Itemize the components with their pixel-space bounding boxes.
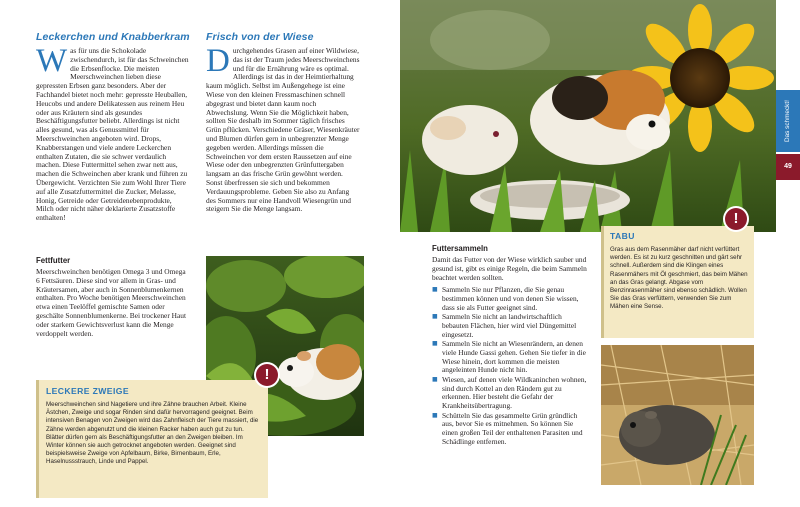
bullet-icon: ■	[432, 375, 438, 383]
body-fettfutter: Meerschweinchen benötigen Omega 3 und Omega 6 Fettsäuren. Diese sind vor allem in Gras- und Kräutersamen, aber auch in Sonnenblumenkernen enthalten. Pro Woche benötigen Meerschweinchen etwa einen Teelöffel gemischte Samen oder geschälte Sonnenblumenkerne. Bei trockener Haut oder starkem Gewichtsverlust kann die Menge verdoppelt werden.	[36, 267, 187, 338]
guinea-pig-hay-image	[601, 345, 754, 485]
body-frisch: urchgehendes Grasen auf einer Wildwiese, das ist der Traum jedes Meerschweinchens und für die Ernährung wäre es optimal. Allerdings ist das in der Heimtierhaltung kaum möglich. Selbst im Außengehege ist eine Wiese von den kleinen Fressmaschinen schnell abgegrast und bietet dann kaum noch Abwechslung. Wenn Sie die Möglichkeit haben, sollten Sie deshalb im Sommer täglich frisches Grün pflücken. Verschiedene Gräser, Wiesenkräuter und Blumen dürfen gern in unbegrenzter Menge gegeben werden. Allerdings müssen die Schweinchen vor dem ersten Raussetzen auf eine Wiese oder den unbegrenzten Grünfuttergaben langsam an das frische Grün gewöhnt werden. Sonst überfressen sie sich und bekommen Verdauungsprobleme. Geben Sie also zu Anfang des Sommers nur eine Handvoll Wiesengrün und steigern Sie die Menge langsam.	[206, 46, 360, 214]
list-item-text: Sammeln Sie nicht an Wiesenrändern, an denen viele Hunde Gassi gehen. Gehen Sie tiefer in die Wiese hinein, dort kommen die meisten angeleinten Hunde nicht hin.	[442, 338, 586, 375]
page-number: 49	[776, 154, 800, 180]
list-item-text: Schütteln Sie das gesammelte Grün gründlich aus, bevor Sie es mitnehmen. So können Sie einen großen Teil der enthaltenen Parasiten und Schädlinge entfernen.	[442, 410, 583, 446]
dropcap-w: W	[36, 43, 68, 79]
infobox-title-tabu: TABU	[610, 231, 635, 241]
chapter-side-tab-label: Das schmeckt!	[784, 100, 791, 142]
dropcap-d: D	[206, 43, 230, 79]
list-item	[432, 376, 588, 411]
subheading-fettfutter: Fettfutter	[36, 256, 71, 265]
body-leckerchen: as für uns die Schokolade zwischendurch, ist für das Schweinchen die Erbsenflocke. Die meisten Meerschweinchen lieben diese gepressten Erbsen ganz besonders. Aber der Fachhandel bietet noch mehr: gepresste Heuballen, Heucobs und andere Delikatessen aus reinem Heu oder aus Kräutern sind als gesundes Beschäftigungsfutter beliebt. Allerdings ist nicht alles gesund, was als Genussmittel für Meerschweinchen angeboten wird. Drops, Knabberstangen und viele andere Leckerchen enthalten Zutaten, die sie schwer verdaulich machen. Diese Futtermittel sehen zwar nett aus, machen die Schweinchen aber krank und führen zu Übergewicht. Verzichten Sie zum Wohl Ihrer Tiere auf alle Zusatzfuttermittel die Zucker, Melasse, Honig, Getreide oder Getreidenebenprodukte, Milch oder nicht näher deklarierte Zusatzstoffe enthalten!	[36, 46, 189, 223]
bullet-icon: ■	[432, 411, 438, 419]
bullet-icon: ■	[432, 312, 438, 320]
bullet-icon: ■	[432, 339, 438, 347]
guinea-pigs-sunflower-image	[400, 0, 776, 232]
infobox-text-tabu: Gras aus dem Rasenmäher darf nicht verfüttert werden. Es ist zu kurz geschnitten und gärt sehr schnell. Außerdem sind die Klingen eines Rasenmähers mit Öl geschmiert, das beim Mähen an das Gras gelangt. Abgase vom Benzinrasenmäher sind ebenso schädlich. Wollen Sie das Gras verfüttern, verwenden Sie zum Mähen eine Sense.	[610, 246, 748, 311]
list-item	[432, 286, 588, 312]
list-item	[432, 340, 588, 375]
bullet-icon: ■	[432, 286, 438, 293]
intro-futtersammeln: Damit das Futter von der Wiese wirklich sauber und gesund ist, gibt es einige Regeln, die beim Sammeln beachtet werden sollten.	[432, 255, 587, 282]
heading-leckerchen: Leckerchen und Knabberkram	[36, 31, 190, 43]
exclamation-icon: !	[725, 208, 747, 230]
futtersammeln-list	[432, 286, 588, 447]
text-frisch	[206, 43, 360, 214]
photo-guinea-pigs-sunflower	[400, 0, 776, 232]
list-item	[432, 412, 588, 447]
photo-guinea-pig-hay	[601, 345, 754, 485]
exclamation-icon: !	[256, 364, 278, 386]
infobox-text-zweige: Meerschweinchen sind Nagetiere und ihre Zähne brauchen Arbeit. Kleine Ästchen, Zweige und sogar Rinden sind dafür hervorragend geeignet. Beim intensiven Benagen von Zweigen wird das Zahnfleisch der Tiere massiert, die Zähne werden abgenutzt und die kleinen Racker haben auch gut zu tun. Blätter dürfen gern als Beschäftigungsfutter an den Zweigen bleiben. Im Winter können sie auch getrocknet angeboten werden. Geeignet sind beispielsweise Zweige von Apfelbaum, Birke, Birnenbaum, Erle, Haselnussstrauch, Linde und Pappel.	[46, 401, 259, 466]
heading-frisch: Frisch von der Wiese	[206, 31, 314, 43]
list-item	[432, 313, 588, 339]
text-leckerchen	[36, 43, 190, 223]
infobox-title-zweige: LECKERE ZWEIGE	[46, 386, 129, 396]
list-item-text: Sammeln Sie nur Pflanzen, die Sie genau bestimmen können und von denen Sie wissen, dass sie als Futter geeignet sind.	[442, 285, 579, 312]
subheading-futtersammeln: Futtersammeln	[432, 244, 488, 253]
list-item-text: Wiesen, auf denen viele Wildkaninchen wohnen, sind durch Kottel an den Rändern gut zu erkennen. Hier besteht die Gefahr der Krankheitsübertragung.	[442, 374, 587, 411]
list-item-text: Sammeln Sie nicht an landwirtschaftlich bebauten Flächen, hier wird viel Düngemittel eingesetzt.	[442, 311, 577, 339]
